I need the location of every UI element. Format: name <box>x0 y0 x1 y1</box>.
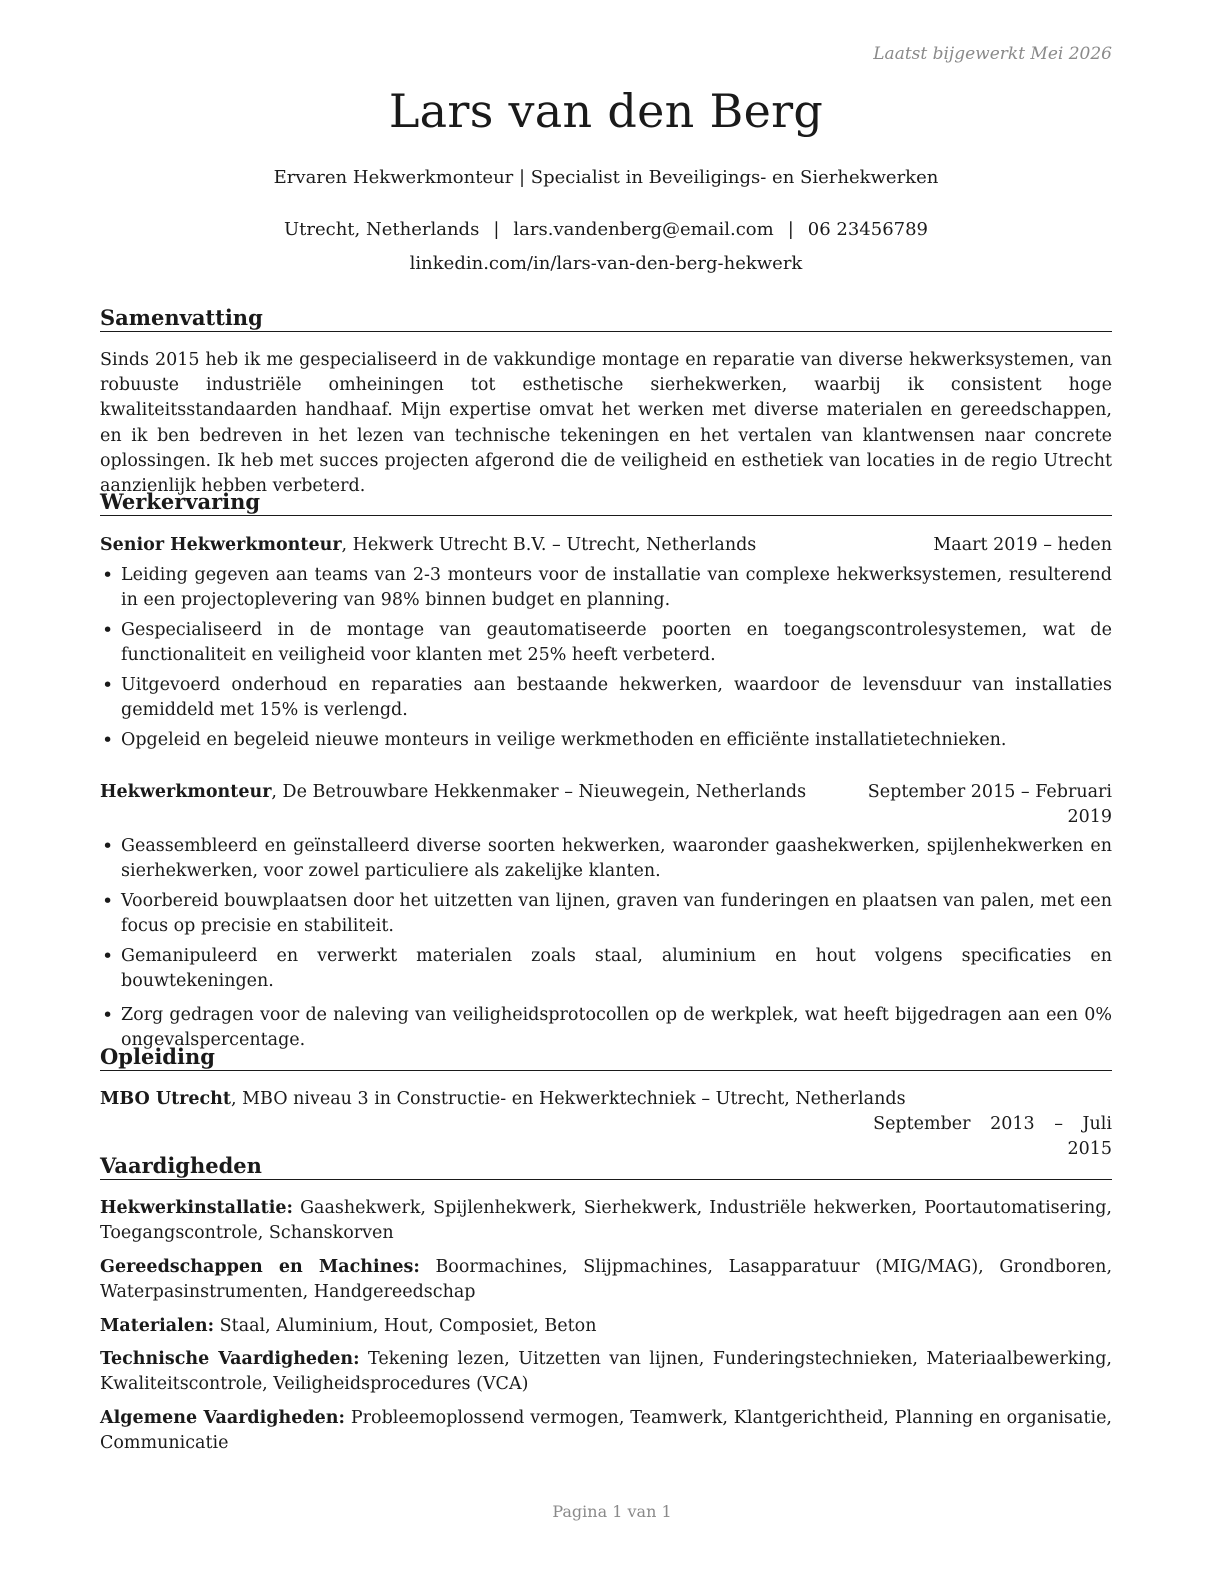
summary-text: Sinds 2015 heb ik me gespecialiseerd in de vakkundige montage en reparatie van diverse hekwerksystemen, van robuuste industriële omheiningen tot esthetische sierhekwerken, waarbij ik consistent hoge kwaliteitsstandaarden handhaaf. Mijn expertise omvat het werken met diverse materialen en gereedschappen, en ik ben bedreven in het lezen van technische tekeningen en het vertalen van klantwensen naar concrete oplossingen. Ik heb met succes projecten afgerond die de veiligheid en esthetiek van locaties in de regio Utrecht aanzienlijk hebben verbeterd. <box>100 350 1112 497</box>
skill-label: Gereedschappen en Machines: <box>100 1257 420 1277</box>
education-dates: September 2013 – Juli 2015 <box>873 1114 1112 1159</box>
job-dates: September 2015 – Februari 2019 <box>867 782 1112 827</box>
skill-row <box>100 1406 1112 1456</box>
skill-label: Algemene Vaardigheden: <box>100 1408 345 1428</box>
tagline: Ervaren Hekwerkmonteur | Specialist in Beveiligings- en Sierhekwerken <box>273 167 939 188</box>
skill-values: Tekening lezen, Uitzetten van lijnen, Funderingstechnieken, Materiaalbewerking, Kwaliteitscontrole, Veiligheidsprocedures (VCA) <box>100 1349 1112 1394</box>
separator: | <box>787 219 794 240</box>
education-school-detail <box>100 1087 906 1112</box>
separator: | <box>493 219 500 240</box>
list-item: • Zorg gedragen voor de naleving van veiligheidsprotocollen op de werkplek, wat heeft bijgedragen aan een 0% ongevalspercentage. <box>100 1003 1112 1053</box>
skill-values: Staal, Aluminium, Hout, Composiet, Beton <box>214 1316 597 1336</box>
education-detail: , MBO niveau 3 in Constructie- en Hekwerktechniek – Utrecht, Netherlands <box>231 1089 906 1109</box>
section-title-skills: Vaardigheden <box>100 1153 1112 1180</box>
list-item: • Leiding gegeven aan teams van 2-3 monteurs voor de installatie van complexe hekwerksystemen, resulterend in een projectoplevering van 98% binnen budget en planning. <box>100 563 1112 613</box>
skill-values: Probleemoplossend vermogen, Teamwerk, Klantgerichtheid, Planning en organisatie, Communicatie <box>100 1408 1112 1453</box>
job-header <box>100 780 1112 830</box>
email-link[interactable]: lars.vandenberg@email.com <box>513 219 774 240</box>
list-item: • Gemanipuleerd en verwerkt materialen zoals staal, aluminium en hout volgens specificaties en bouwtekeningen. <box>100 944 1112 994</box>
job-header <box>100 533 1112 558</box>
job-bullets <box>100 563 1112 753</box>
job-title-company <box>100 780 806 805</box>
list-item: • Gespecialiseerd in de montage van geautomatiseerde poorten en toegangscontrolesystemen, wat de functionaliteit en veiligheid voor klanten met 25% heeft verbeterd. <box>100 618 1112 668</box>
contact-line <box>100 219 1112 240</box>
page-number: Pagina 1 van 1 <box>552 1502 672 1521</box>
list-item: • Voorbereid bouwplaatsen door het uitzetten van lijnen, graven van funderingen en plaatsen van palen, met een focus op precisie en stabiliteit. <box>100 889 1112 939</box>
linkedin-link[interactable]: linkedin.com/in/lars-van-den-berg-hekwerk <box>409 253 803 274</box>
section-title-education: Opleiding <box>100 1044 1112 1071</box>
skill-values: Boormachines, Slijpmachines, Lasapparatuur (MIG/MAG), Grondboren, Waterpasinstrumenten, Handgereedschap <box>100 1257 1113 1302</box>
skill-row <box>100 1196 1112 1246</box>
section-title-summary: Samenvatting <box>100 305 1112 332</box>
job-role: Hekwerkmonteur <box>100 782 272 802</box>
education-school: MBO Utrecht <box>100 1089 231 1109</box>
job-dates: Maart 2019 – heden <box>933 535 1112 555</box>
job-company: , De Betrouwbare Hekkenmaker – Nieuwegein, Netherlands <box>271 782 807 802</box>
skill-row <box>100 1255 1112 1305</box>
skill-row <box>100 1314 1112 1339</box>
section-title-experience: Werkervaring <box>100 489 1112 516</box>
job-title-company <box>100 533 756 558</box>
skill-label: Materialen: <box>100 1316 215 1336</box>
last-updated: Laatst bijgewerkt Mei 2026 <box>873 44 1112 64</box>
skill-label: Technische Vaardigheden: <box>100 1349 360 1369</box>
skill-values: Gaashekwerk, Spijlenhekwerk, Sierhekwerk, Industriële hekwerken, Poortautomatisering, Toegangscontrole, Schanskorven <box>100 1198 1112 1243</box>
list-item: • Uitgevoerd onderhoud en reparaties aan bestaande hekwerken, waardoor de levensduur van installaties gemiddeld met 15% is verlengd. <box>100 673 1112 723</box>
location: Utrecht, Netherlands <box>283 219 480 240</box>
skill-label: Hekwerkinstallatie: <box>100 1198 293 1218</box>
job-bullets <box>100 834 1112 1053</box>
skill-row <box>100 1347 1112 1397</box>
job-company: , Hekwerk Utrecht B.V. – Utrecht, Netherlands <box>341 535 757 555</box>
person-name: Lars van den Berg <box>388 84 824 138</box>
phone-number: 06 23456789 <box>807 219 929 240</box>
list-item: • Opgeleid en begeleid nieuwe monteurs in veilige werkmethoden en efficiënte installatietechnieken. <box>100 728 1112 753</box>
job-role: Senior Hekwerkmonteur <box>100 535 342 555</box>
list-item: • Geassembleerd en geïnstalleerd diverse soorten hekwerken, waaronder gaashekwerken, spijlenhekwerken en sierhekwerken, voor zowel particuliere als zakelijke klanten. <box>100 834 1112 884</box>
education-entry <box>100 1087 1112 1162</box>
